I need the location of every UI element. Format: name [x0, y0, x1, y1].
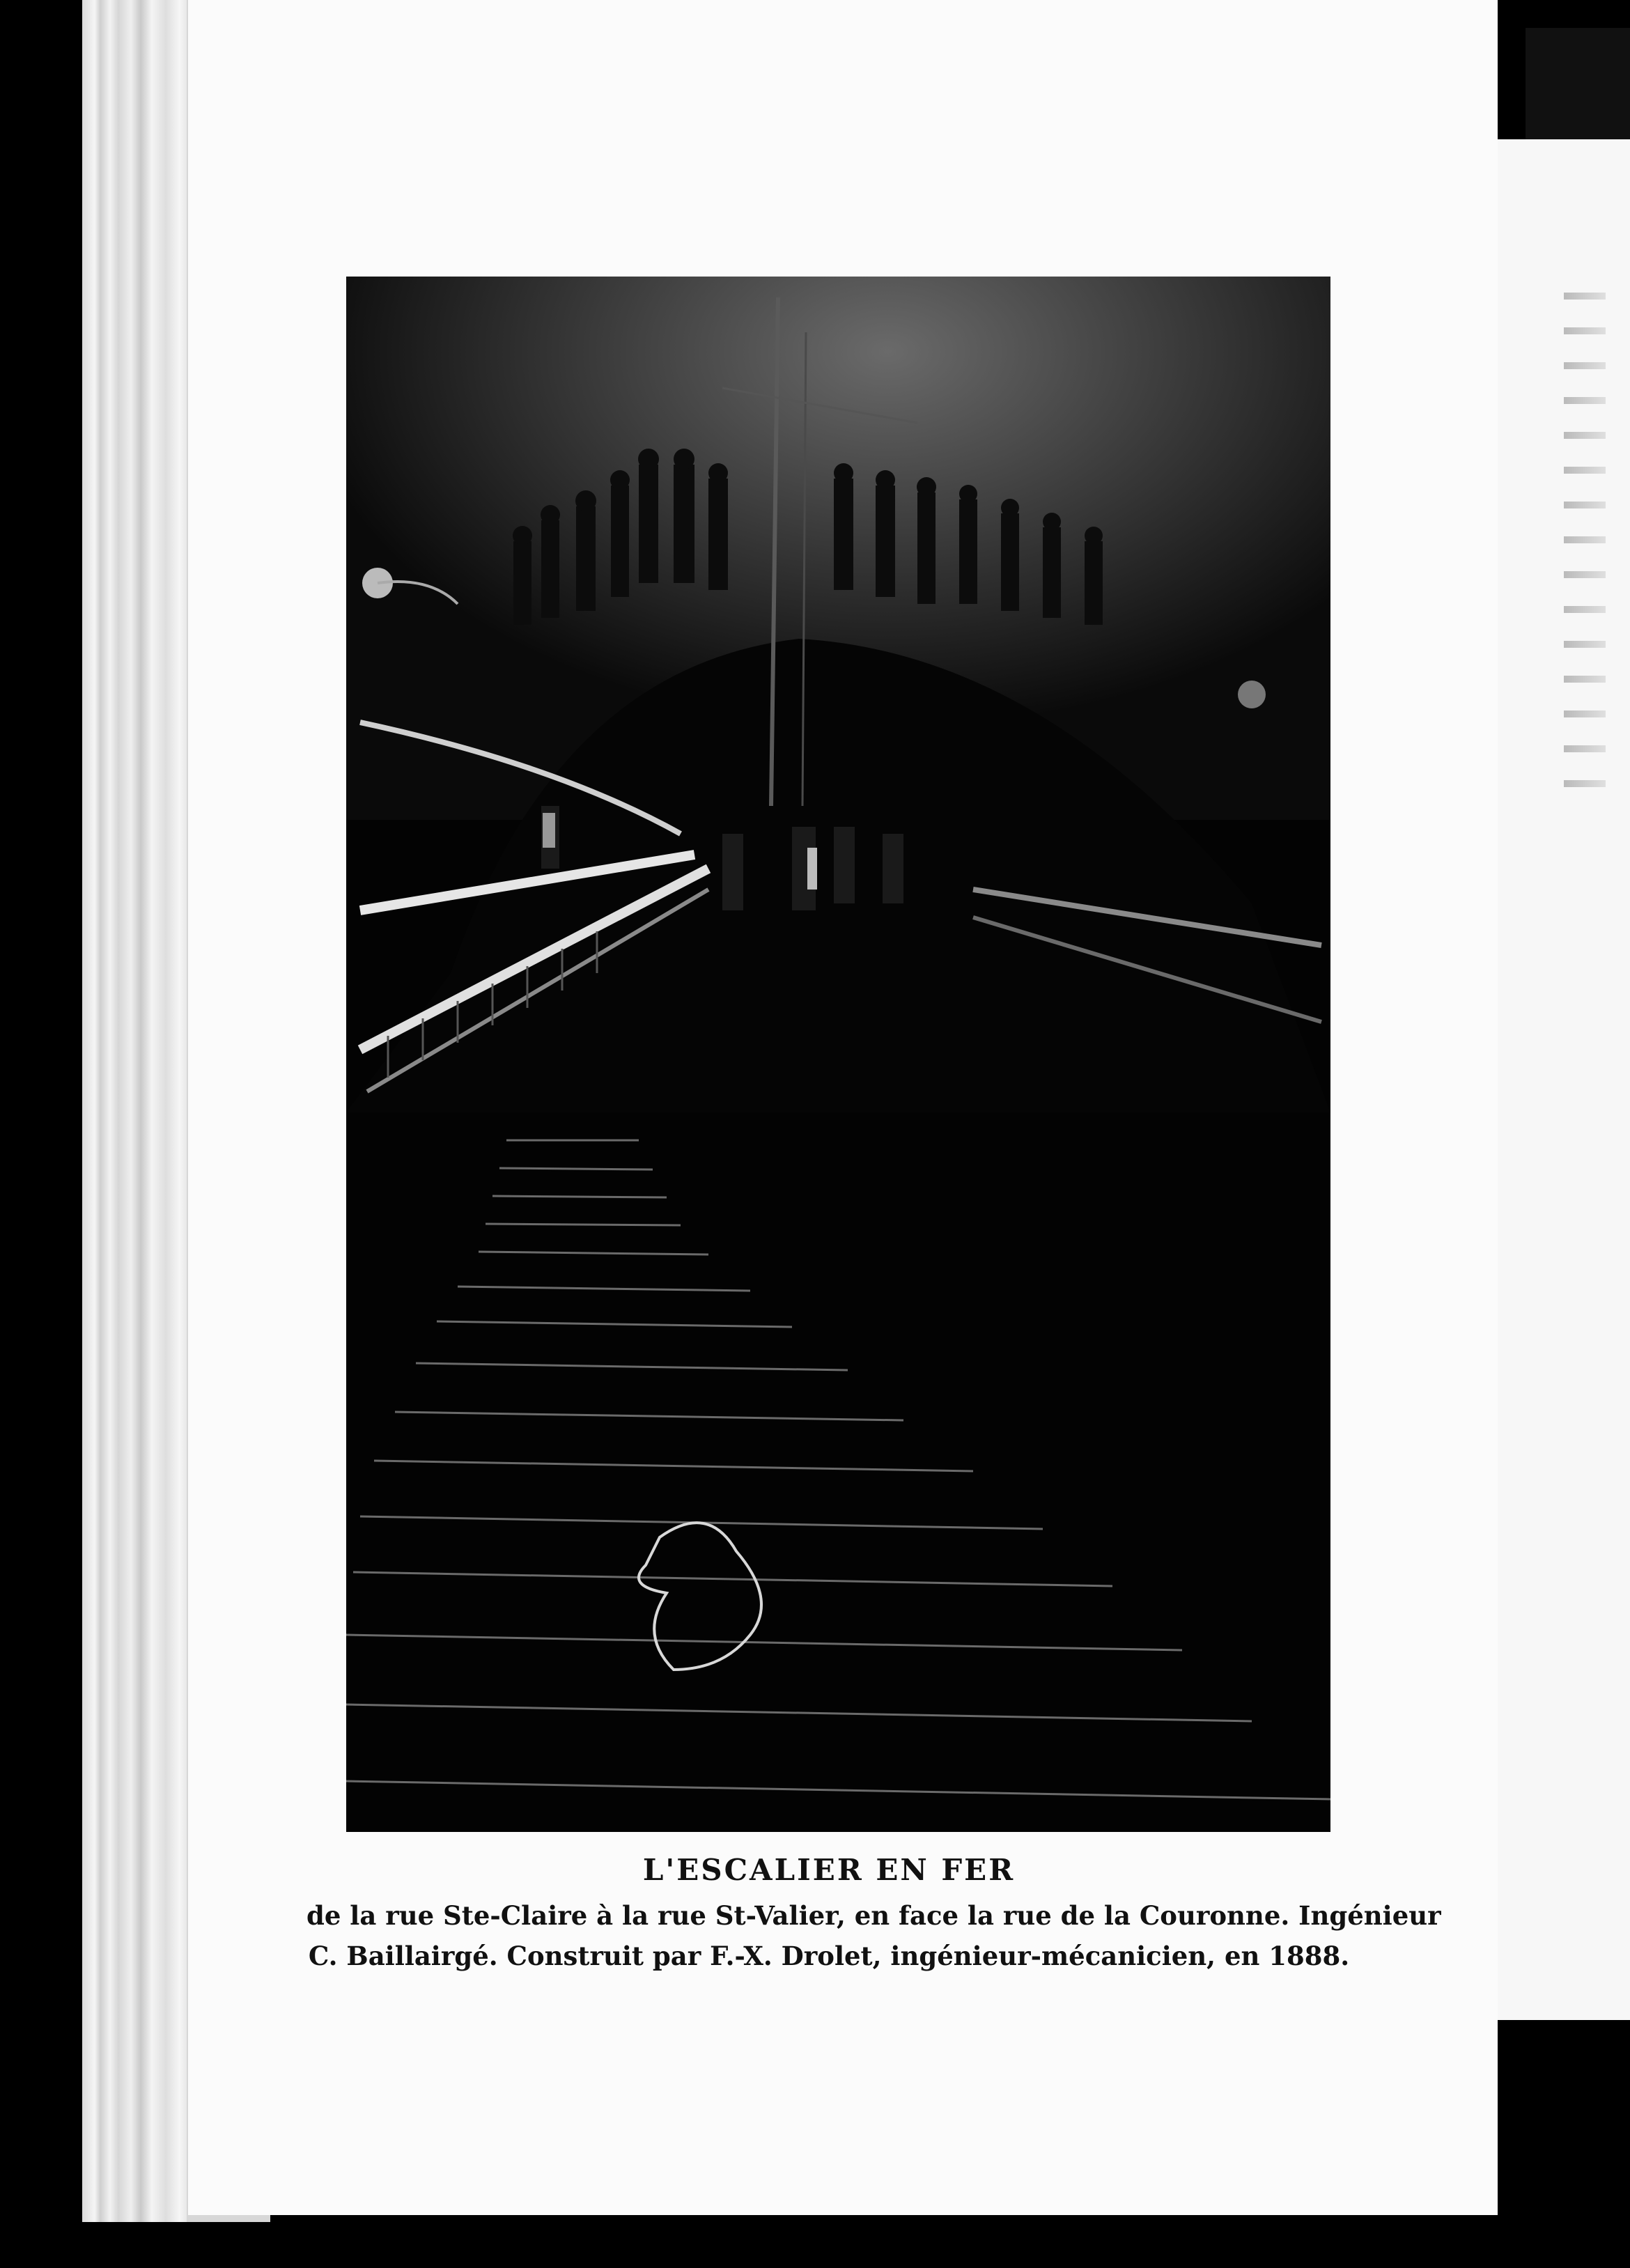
facing-page-shadow	[1526, 28, 1630, 139]
facing-page-sliver	[1498, 139, 1630, 2020]
caption-title: L'ESCALIER EN FER	[642, 1853, 1016, 1887]
staircase-illustration	[346, 277, 1330, 1832]
lamp-right	[1238, 681, 1266, 708]
photo-caption	[306, 1853, 1441, 1976]
staircase-photograph	[346, 277, 1330, 1832]
facing-page-text-marks	[1564, 293, 1620, 815]
caption-line-1: de la rue Ste-Claire à la rue St-Valier, en face la rue de la Couronne. Ingénieur	[306, 1900, 1441, 1931]
caption-line-2: C. Baillairgé. Construit par F.-X. Drolet, ingénieur-mécanicien, en 1888.	[308, 1941, 1350, 1971]
